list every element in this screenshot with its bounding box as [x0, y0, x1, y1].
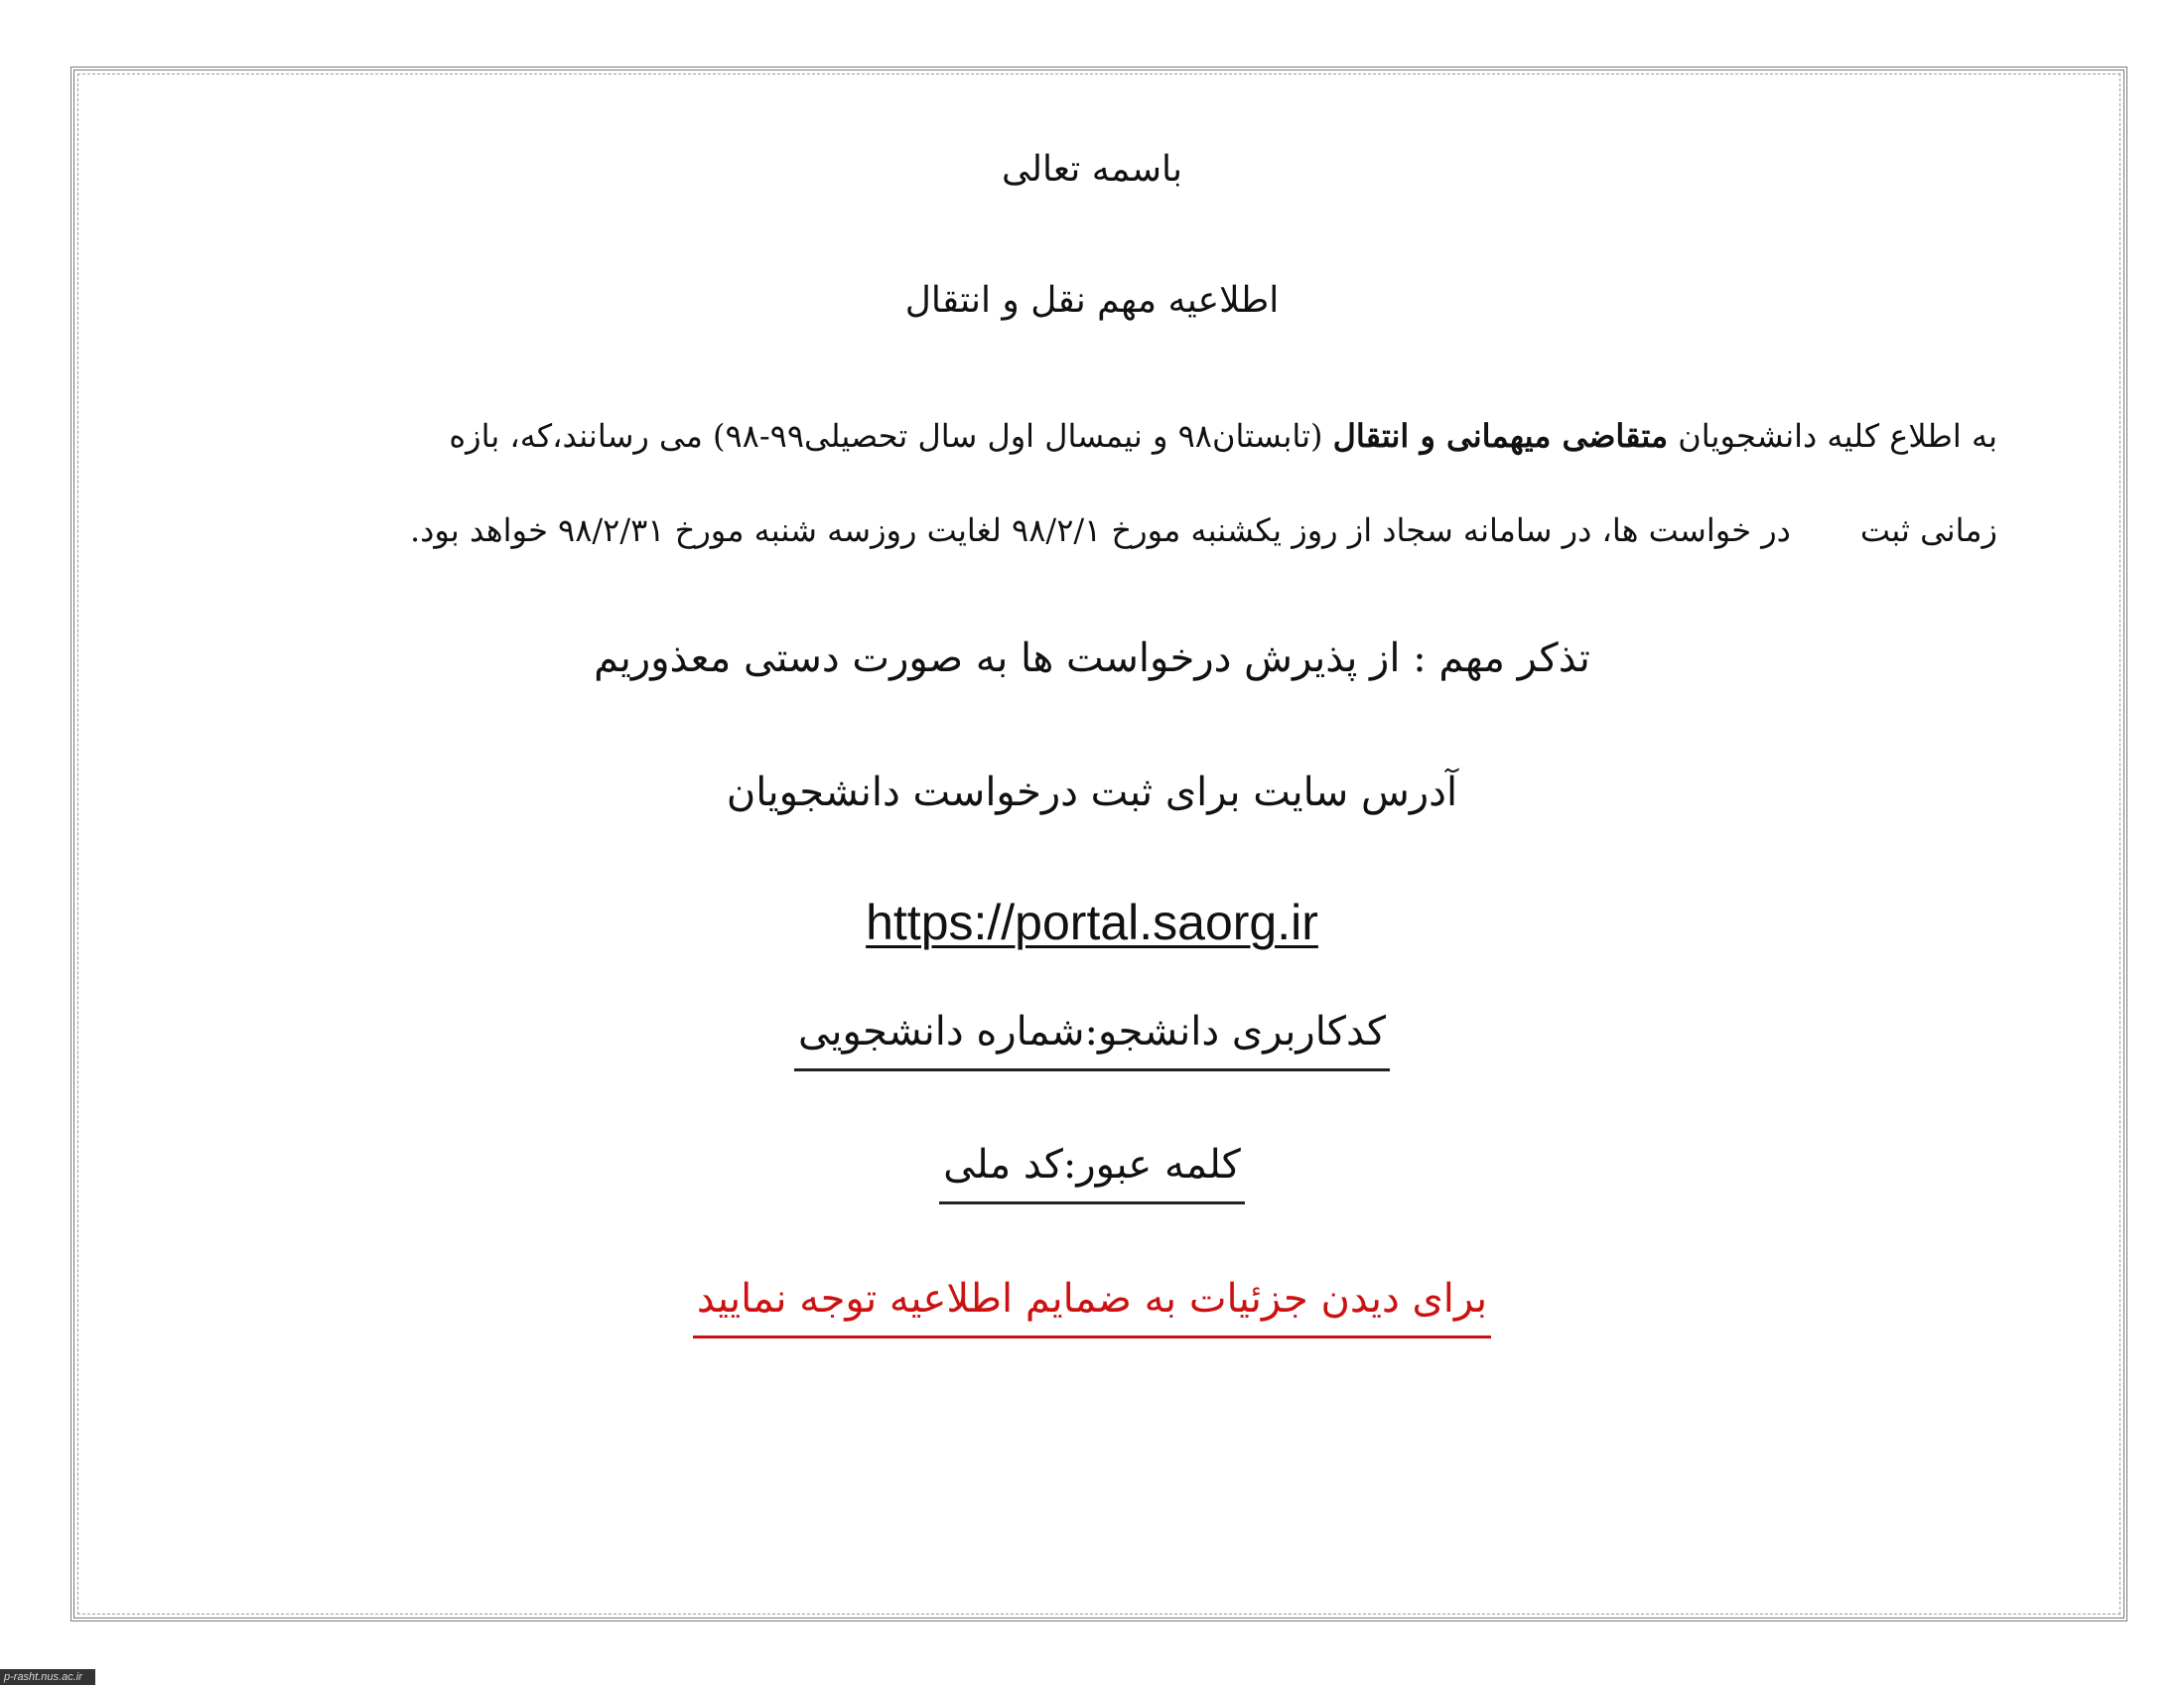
attachment-note: برای دیدن جزئیات به ضمایم اطلاعیه توجه نمایید	[693, 1276, 1491, 1338]
paragraph-text: به اطلاع کلیه دانشجویان	[1668, 417, 1997, 455]
announcement-paragraph-line-2	[410, 511, 1997, 549]
announcement-title: اطلاعیه مهم نقل و انتقال	[904, 280, 1280, 321]
address-label: آدرس سایت برای ثبت درخواست دانشجویان	[726, 770, 1458, 815]
username-line	[0, 1009, 2184, 1071]
portal-link[interactable]: https://portal.saorg.ir	[866, 895, 1318, 950]
password-info: کلمه عبور:کد ملی	[939, 1142, 1245, 1204]
paragraph-bold-text: متقاضی میهمانی و انتقال	[1332, 417, 1669, 455]
attachment-line	[0, 1276, 2184, 1338]
important-note: تذکر مهم : از پذیرش درخواست ها به صورت دستی معذوریم	[594, 635, 1590, 681]
password-line	[0, 1142, 2184, 1204]
username-info: کدکاربری دانشجو:شماره دانشجویی	[794, 1009, 1390, 1071]
paragraph-text: (تابستان۹۸ و نیمسال اول سال تحصیلی۹۹-۹۸) می رسانند،که، بازه	[449, 417, 1333, 455]
announcement-paragraph-line-1	[449, 417, 1997, 455]
site-watermark: p-rasht.nus.ac.ir	[0, 1669, 95, 1685]
paragraph-text: در خواست ها، در سامانه سجاد از روز یکشنبه مورخ ۹۸/۲/۱ لغایت روزسه شنبه مورخ ۹۸/۲/۳۱ خواهد بود.	[409, 511, 1791, 549]
paragraph-text: زمانی ثبت	[1859, 511, 1997, 549]
url-line	[0, 894, 2184, 951]
page-heading: باسمه تعالی	[1001, 149, 1183, 190]
